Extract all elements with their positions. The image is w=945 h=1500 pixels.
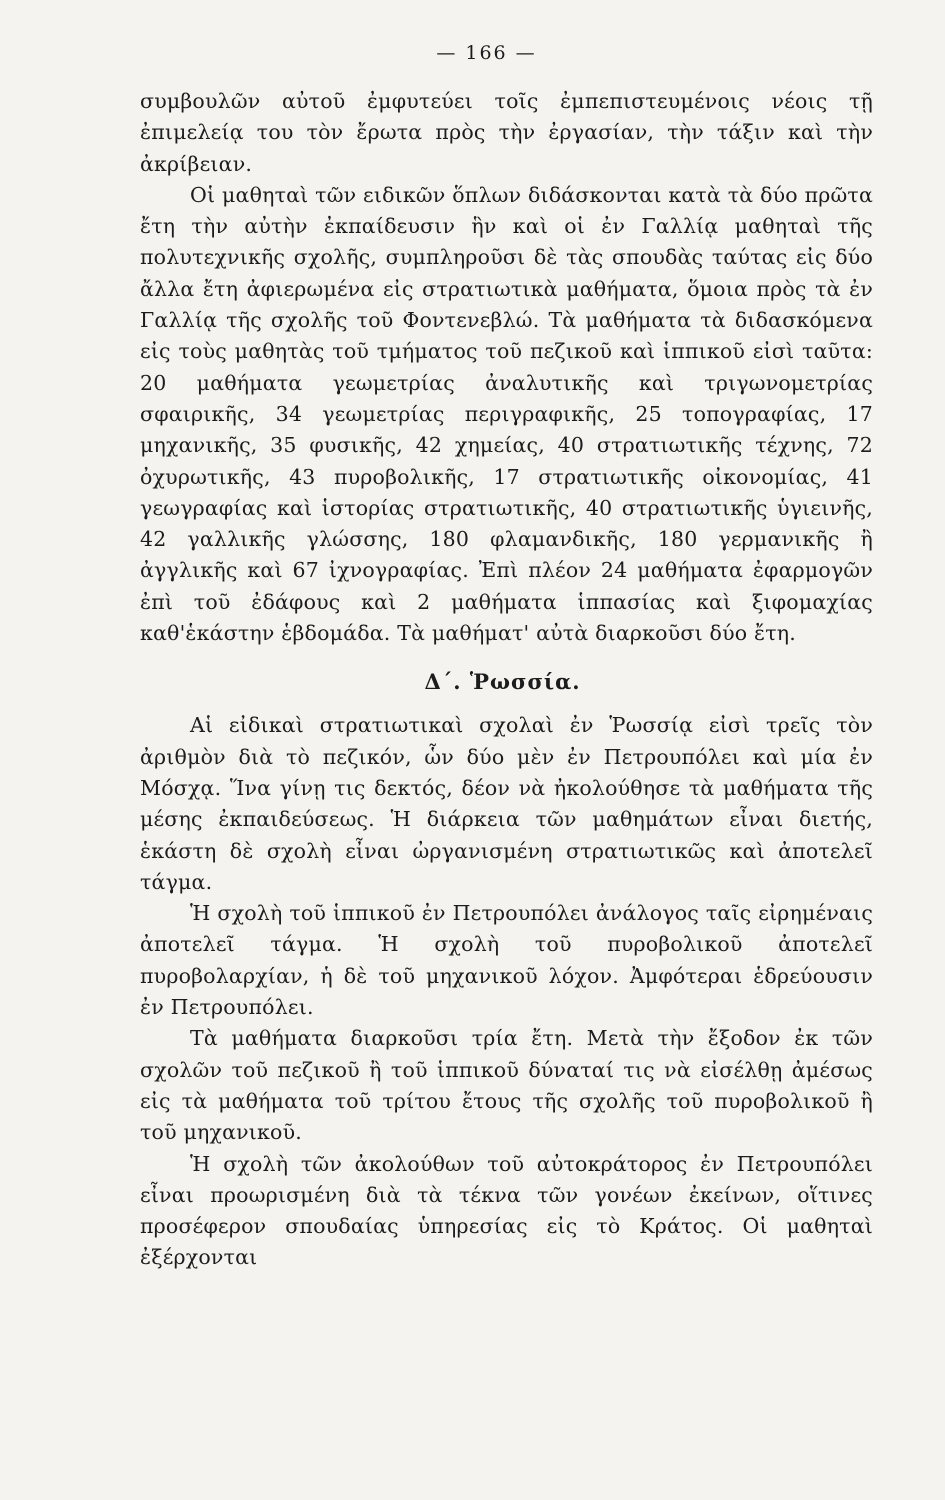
paragraph-course-duration: Τὰ μαθήματα διαρκοῦσι τρία ἔτη. Μετὰ τὴν ἔξοδον ἐκ τῶν σχολῶν τοῦ πεζικοῦ ἢ τοῦ ἱππικοῦ δύναταί τις νὰ εἰσέλθῃ ἀμέσως εἰς τὰ μαθήματα τοῦ τρίτου ἔτους τῆς σχολῆς τοῦ πυροβολικοῦ ἢ τοῦ μηχανικοῦ. [140,1026,873,1145]
paragraph-russian-schools: Αἱ εἰδικαὶ στρατιωτικαὶ σχολαὶ ἐν Ῥωσσίᾳ εἰσὶ τρεῖς τὸν ἀριθμὸν διὰ τὸ πεζικόν, ὧν δύο μὲν ἐν Πετρουπόλει καὶ μία ἐν Μόσχᾳ. Ἵνα γίνῃ τις δεκτός, δέον νὰ ἠκολούθησε τὰ μαθήματα τῆς μέσης ἐκπαιδεύσεως. Ἡ διάρκεια τῶν μαθημάτων εἶναι διετής, ἑκάστη δὲ σχολὴ εἶναι ὠργανισμένη στρατιωτικῶς καὶ ἀποτελεῖ τάγμα. [140,713,873,894]
section-heading-russia: Δ΄. Ῥωσσία. [424,669,581,695]
paragraph-pages-school: Ἡ σχολὴ τῶν ἀκολούθων τοῦ αὐτοκράτορος ἐν Πετρουπόλει εἶναι προωρισμένη διὰ τὰ τέκνα τῶν γονέων ἐκείνων, οἵτινες προσέφερον σπουδαίας ὑπηρεσίας εἰς τὸ Κράτος. Οἱ μαθηταὶ ἐξέρχονται [140,1151,873,1270]
paragraph-continuation: συμβουλῶν αὐτοῦ ἐμφυτεύει τοῖς ἐμπεπιστευμένοις νέοις τῇ ἐπιμελείᾳ του τὸν ἔρωτα πρὸς τὴν ἐργασίαν, τὴν τάξιν καὶ τὴν ἀκρίβειαν. [140,89,873,176]
paragraph-cavalry-school: Ἡ σχολὴ τοῦ ἱππικοῦ ἐν Πετρουπόλει ἀνάλογος ταῖς εἰρημέναις ἀποτελεῖ τάγμα. Ἡ σχολὴ τοῦ πυροβολικοῦ ἀποτελεῖ πυροβολαρχίαν, ἡ δὲ τοῦ μηχανικοῦ λόχον. Ἀμφότεραι ἑδρεύουσιν ἐν Πετρουπόλει. [140,901,873,1020]
paragraph-special-arms-curriculum: Οἱ μαθηταὶ τῶν ειδικῶν ὅπλων διδάσκονται κατὰ τὰ δύο πρῶτα ἔτη τὴν αὐτὴν ἐκπαίδευσιν ἣν καὶ οἱ ἐν Γαλλίᾳ μαθηταὶ τῆς πολυτεχνικῆς σχολῆς, συμπληροῦσι δὲ τὰς σπουδὰς ταύτας εἰς δύο ἄλλα ἔτη ἀφιερωμένα εἰς στρατιωτικὰ μαθήματα, ὅμοια πρὸς τὰ ἐν Γαλλίᾳ τῆς σχολῆς τοῦ Φοντενεβλώ. Τὰ μαθήματα τὰ διδασκόμενα εἰς τοὺς μαθητὰς τοῦ τμήματος τοῦ πεζικοῦ καὶ ἱππικοῦ εἰσὶ ταῦτα: 20 μαθήματα γεωμετρίας ἀναλυτικῆς καὶ τριγωνομετρίας σφαιρικῆς, 34 γεωμετρίας περιγραφικῆς, 25 τοπογραφίας, 17 μηχανικῆς, 35 φυσικῆς, 42 χημείας, 40 στρατιωτικῆς τέχνης, 72 ὀχυρωτικῆς, 43 πυροβολικῆς, 17 στρατιωτικῆς οἰκονομίας, 41 γεωγραφίας καὶ ἱστορίας στρατιωτικῆς, 40 στρατιωτικῆς ὑγιεινῆς, 42 γαλλικῆς γλώσσης, 180 φλαμανδικῆς, 180 γερμανικῆς ἢ ἀγγλικῆς καὶ 67 ἰχνογραφίας. Ἐπὶ πλέον 24 μαθήματα ἐφαρμογῶν ἐπὶ τοῦ ἐδάφους καὶ 2 μαθήματα ἱππασίας καὶ ξιφομαχίας καθ'ἑκάστην ἑβδομάδα. Τὰ μαθήματ' αὐτὰ διαρκοῦσι δύο ἔτη. [140,182,873,646]
page-number: — 166 — [436,42,537,64]
